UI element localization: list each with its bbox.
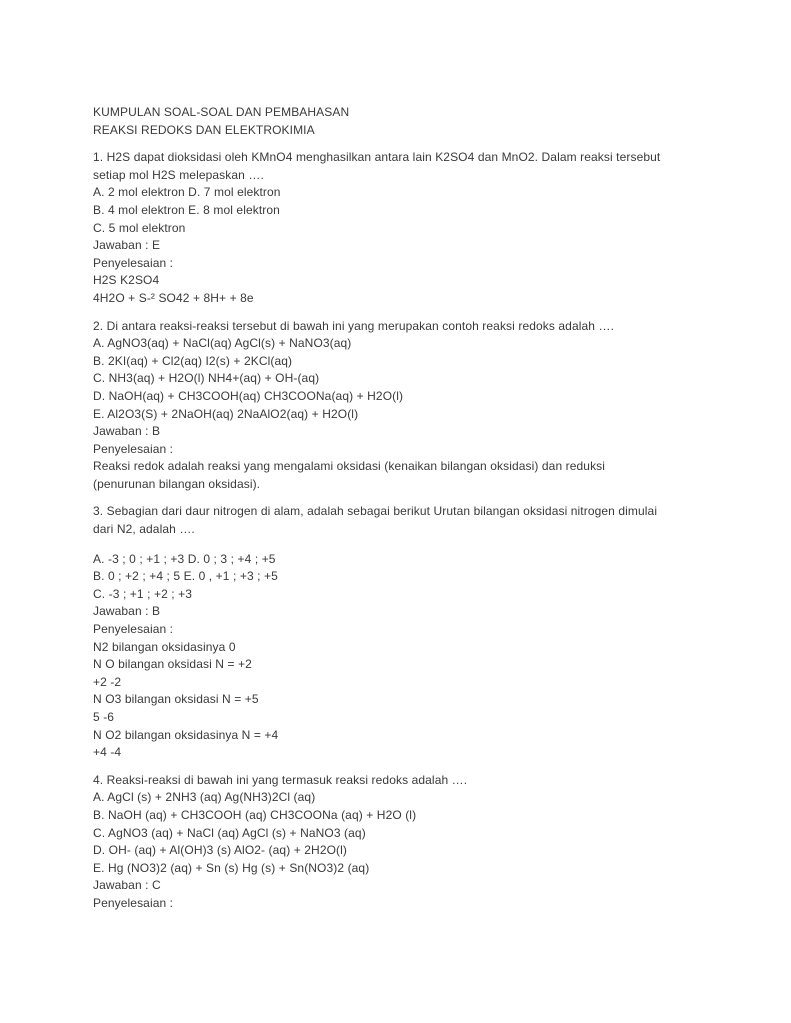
question-4 bbox=[93, 772, 733, 913]
question-2-option: A. AgNO3(aq) + NaCl(aq) AgCl(s) + NaNO3(aq) bbox=[93, 336, 352, 351]
question-4-option: B. NaOH (aq) + CH3COOH (aq) CH3COONa (aq) + H2O (l) bbox=[93, 807, 417, 822]
question-2-solution-line: (penurunan bilangan oksidasi). bbox=[93, 476, 261, 491]
question-2-solution-label: Penyelesaian : bbox=[93, 441, 174, 456]
title-line-2: REAKSI REDOKS DAN ELEKTROKIMIA bbox=[93, 122, 315, 137]
question-2-option: B. 2KI(aq) + Cl2(aq) I2(s) + 2KCl(aq) bbox=[93, 353, 293, 368]
question-1-option: C. 5 mol elektron bbox=[93, 220, 186, 235]
question-4-answer: Jawaban : C bbox=[93, 878, 161, 893]
document-page bbox=[93, 104, 733, 923]
question-4-solution-label: Penyelesaian : bbox=[93, 895, 174, 910]
question-3-text-cont: dari N2, adalah …. bbox=[93, 522, 195, 537]
question-3-solution-line: N O3 bilangan oksidasi N = +5 bbox=[93, 692, 259, 707]
question-3-option: C. -3 ; +1 ; +2 ; +3 bbox=[93, 586, 193, 601]
question-3-solution-line: N O bilangan oksidasi N = +2 bbox=[93, 657, 252, 672]
title-line-1: KUMPULAN SOAL-SOAL DAN PEMBAHASAN bbox=[93, 105, 350, 119]
question-1-answer: Jawaban : E bbox=[93, 238, 161, 253]
question-1-solution-line: 4H2O + S-² SO42 + 8H+ + 8e bbox=[93, 290, 254, 305]
question-3-solution-line: +2 -2 bbox=[93, 674, 122, 689]
question-4-option: C. AgNO3 (aq) + NaCl (aq) AgCl (s) + NaNO3 (aq) bbox=[93, 825, 366, 840]
question-3-option: B. 0 ; +2 ; +4 ; 5 E. 0 , +1 ; +3 ; +5 bbox=[93, 569, 278, 584]
question-3-solution-line: +4 -4 bbox=[93, 745, 122, 760]
question-2 bbox=[93, 318, 733, 494]
question-1-option: B. 4 mol elektron E. 8 mol elektron bbox=[93, 202, 280, 217]
question-3-solution-line: 5 -6 bbox=[93, 710, 115, 724]
question-4-text: 4. Reaksi-reaksi di bawah ini yang termasuk reaksi redoks adalah …. bbox=[93, 772, 468, 787]
question-4-option: E. Hg (NO3)2 (aq) + Sn (s) Hg (s) + Sn(NO3)2 (aq) bbox=[93, 860, 370, 875]
question-4-option: A. AgCl (s) + 2NH3 (aq) Ag(NH3)2Cl (aq) bbox=[93, 790, 316, 805]
question-2-option: C. NH3(aq) + H2O(l) NH4+(aq) + OH-(aq) bbox=[93, 371, 320, 386]
question-3-intro bbox=[93, 503, 733, 538]
question-3-solution-line: N O2 bilangan oksidasinya N = +4 bbox=[93, 727, 279, 742]
question-1-text-cont: setiap mol H2S melepaskan …. bbox=[93, 167, 264, 182]
question-1 bbox=[93, 149, 733, 307]
question-3 bbox=[93, 551, 733, 762]
question-2-option: D. NaOH(aq) + CH3COOH(aq) CH3COONa(aq) + H2O(l) bbox=[93, 388, 404, 403]
question-1-option: A. 2 mol elektron D. 7 mol elektron bbox=[93, 185, 281, 200]
question-2-option: E. Al2O3(S) + 2NaOH(aq) 2NaAlO2(aq) + H2O(l) bbox=[93, 406, 359, 421]
question-3-option: A. -3 ; 0 ; +1 ; +3 D. 0 ; 3 ; +4 ; +5 bbox=[93, 551, 276, 566]
question-1-text: 1. H2S dapat dioksidasi oleh KMnO4 menghasilkan antara lain K2SO4 dan MnO2. Dalam reaksi tersebut bbox=[93, 150, 661, 165]
question-3-answer: Jawaban : B bbox=[93, 604, 161, 619]
question-2-text: 2. Di antara reaksi-reaksi tersebut di bawah ini yang merupakan contoh reaksi redoks adalah …. bbox=[93, 318, 615, 333]
question-3-solution-line: N2 bilangan oksidasinya 0 bbox=[93, 639, 236, 654]
question-3-solution-label: Penyelesaian : bbox=[93, 622, 174, 637]
question-2-answer: Jawaban : B bbox=[93, 424, 161, 439]
question-1-solution-label: Penyelesaian : bbox=[93, 255, 174, 270]
document-title bbox=[93, 104, 733, 139]
question-3-text: 3. Sebagian dari daur nitrogen di alam, adalah sebagai berikut Urutan bilangan oksidasi nitrogen dimulai bbox=[93, 504, 658, 519]
question-4-option: D. OH- (aq) + Al(OH)3 (s) AlO2- (aq) + 2H2O(l) bbox=[93, 843, 347, 858]
question-2-solution-line: Reaksi redok adalah reaksi yang mengalami oksidasi (kenaikan bilangan oksidasi) dan reduksi bbox=[93, 459, 606, 474]
question-1-solution-line: H2S K2SO4 bbox=[93, 273, 160, 288]
